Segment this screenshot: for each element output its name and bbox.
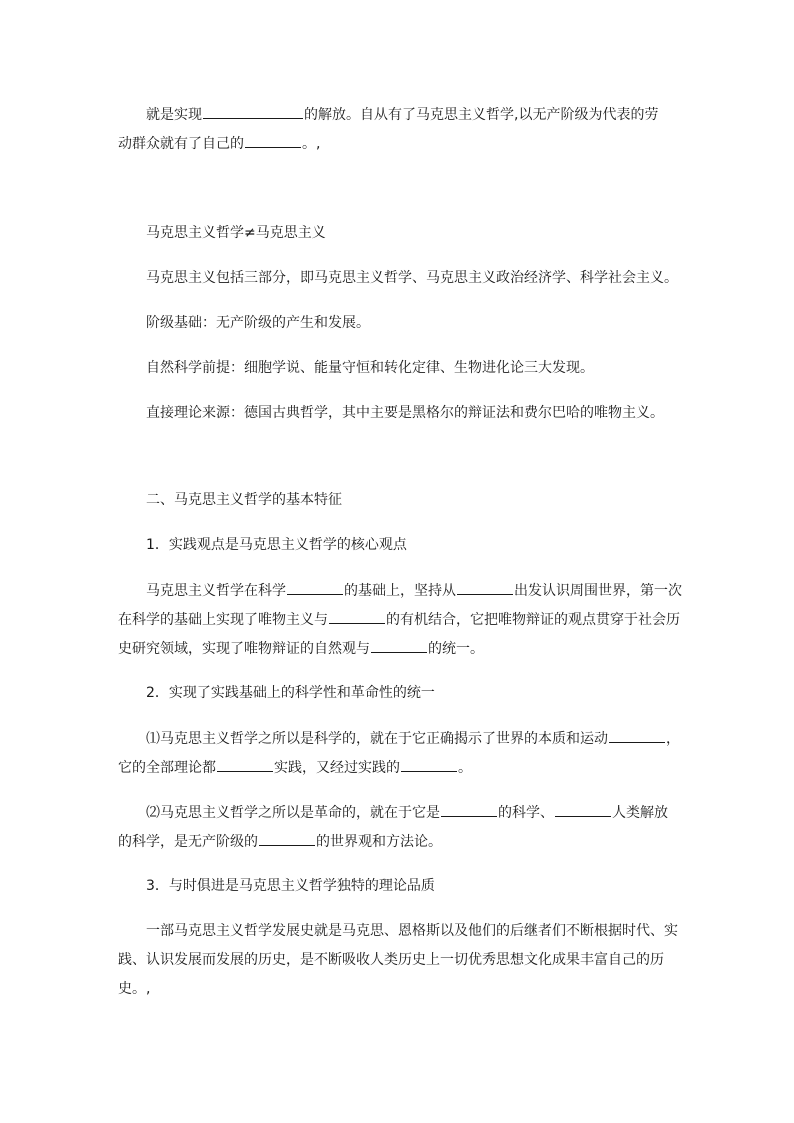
text-run: ， [666,731,680,747]
text-run: ⑴马克思主义哲学之所以是科学的，就在于它正确揭示了世界的本质和运动 [146,731,608,747]
fill-blank [401,757,457,772]
text-run: 它的全部理论都 [118,760,216,776]
text-run: 的科学、 [498,805,554,821]
paragraph-line [118,638,484,659]
fill-blank [457,580,513,595]
text-run: 人类解放 [612,805,668,821]
paragraph-line [118,757,472,778]
paragraph-line [146,580,682,601]
text-run: 的基础上，坚持从 [344,583,456,599]
paragraph-line [146,728,680,749]
subheading: 2．实现了实践基础上的科学性和革命性的统一 [146,685,435,701]
text-run: 在科学的基础上实现了唯物主义与 [118,612,328,628]
paragraph-line: 马克思主义包括三部分，即马克思主义哲学、马克思主义政治经济学、科学社会主义。 [146,270,678,286]
fill-blank [329,609,385,624]
paragraph-line [118,831,442,852]
paragraph-line: 史。, [118,981,151,997]
text-run: 就是实现 [146,107,202,123]
fill-blank [245,133,301,148]
paragraph-line [118,609,680,630]
text-run: 的世界观和方法论。 [316,834,442,850]
paragraph-line [118,133,320,154]
fill-blank [555,802,611,817]
text-run: 。 [458,760,472,776]
text-run: 的有机结合，它把唯物辩证的观点贯穿于社会历 [386,612,680,628]
text-run: 出发认识周围世界，第一次 [514,583,682,599]
text-run: 实践，又经过实践的 [274,760,400,776]
section-heading: 二、马克思主义哲学的基本特征 [146,492,342,508]
paragraph-line [146,104,658,125]
paragraph-line: 自然科学前提：细胞学说、能量守恒和转化定律、生物进化论三大发现。 [146,360,594,376]
paragraph-line: 阶级基础：无产阶级的产生和发展。 [146,315,370,331]
subheading: 3．与时俱进是马克思主义哲学独特的理论品质 [146,878,435,894]
text-run: 的科学，是无产阶级的 [118,834,258,850]
fill-blank [609,728,665,743]
text-run: 史研究领域，实现了唯物辩证的自然观与 [118,641,370,657]
text-run: 。, [302,136,321,152]
paragraph-line [146,802,668,823]
section-heading: 马克思主义哲学≠马克思主义 [146,225,326,241]
text-run: ⑵马克思主义哲学之所以是革命的，就在于它是 [146,805,440,821]
paragraph-line: 践、认识发展而发展的历史，是不断吸收人类历史上一切优秀思想文化成果丰富自己的历 [118,952,664,968]
paragraph-line: 直接理论来源：德国古典哲学，其中主要是黑格尔的辩证法和费尔巴哈的唯物主义。 [146,405,664,421]
paragraph-line: 一部马克思主义哲学发展史就是马克思、恩格斯以及他们的后继者们不断根据时代、实 [146,923,678,939]
text-run: 的统一。 [428,641,484,657]
text-run: 马克思主义哲学在科学 [146,583,286,599]
fill-blank [441,802,497,817]
fill-blank [217,757,273,772]
fill-blank [287,580,343,595]
text-run: 的解放。自从有了马克思主义哲学,以无产阶级为代表的劳 [304,107,659,123]
fill-blank [371,638,427,653]
fill-blank [203,104,303,119]
text-run: 动群众就有了自己的 [118,136,244,152]
fill-blank [259,831,315,846]
subheading: 1．实践观点是马克思主义哲学的核心观点 [146,537,407,553]
